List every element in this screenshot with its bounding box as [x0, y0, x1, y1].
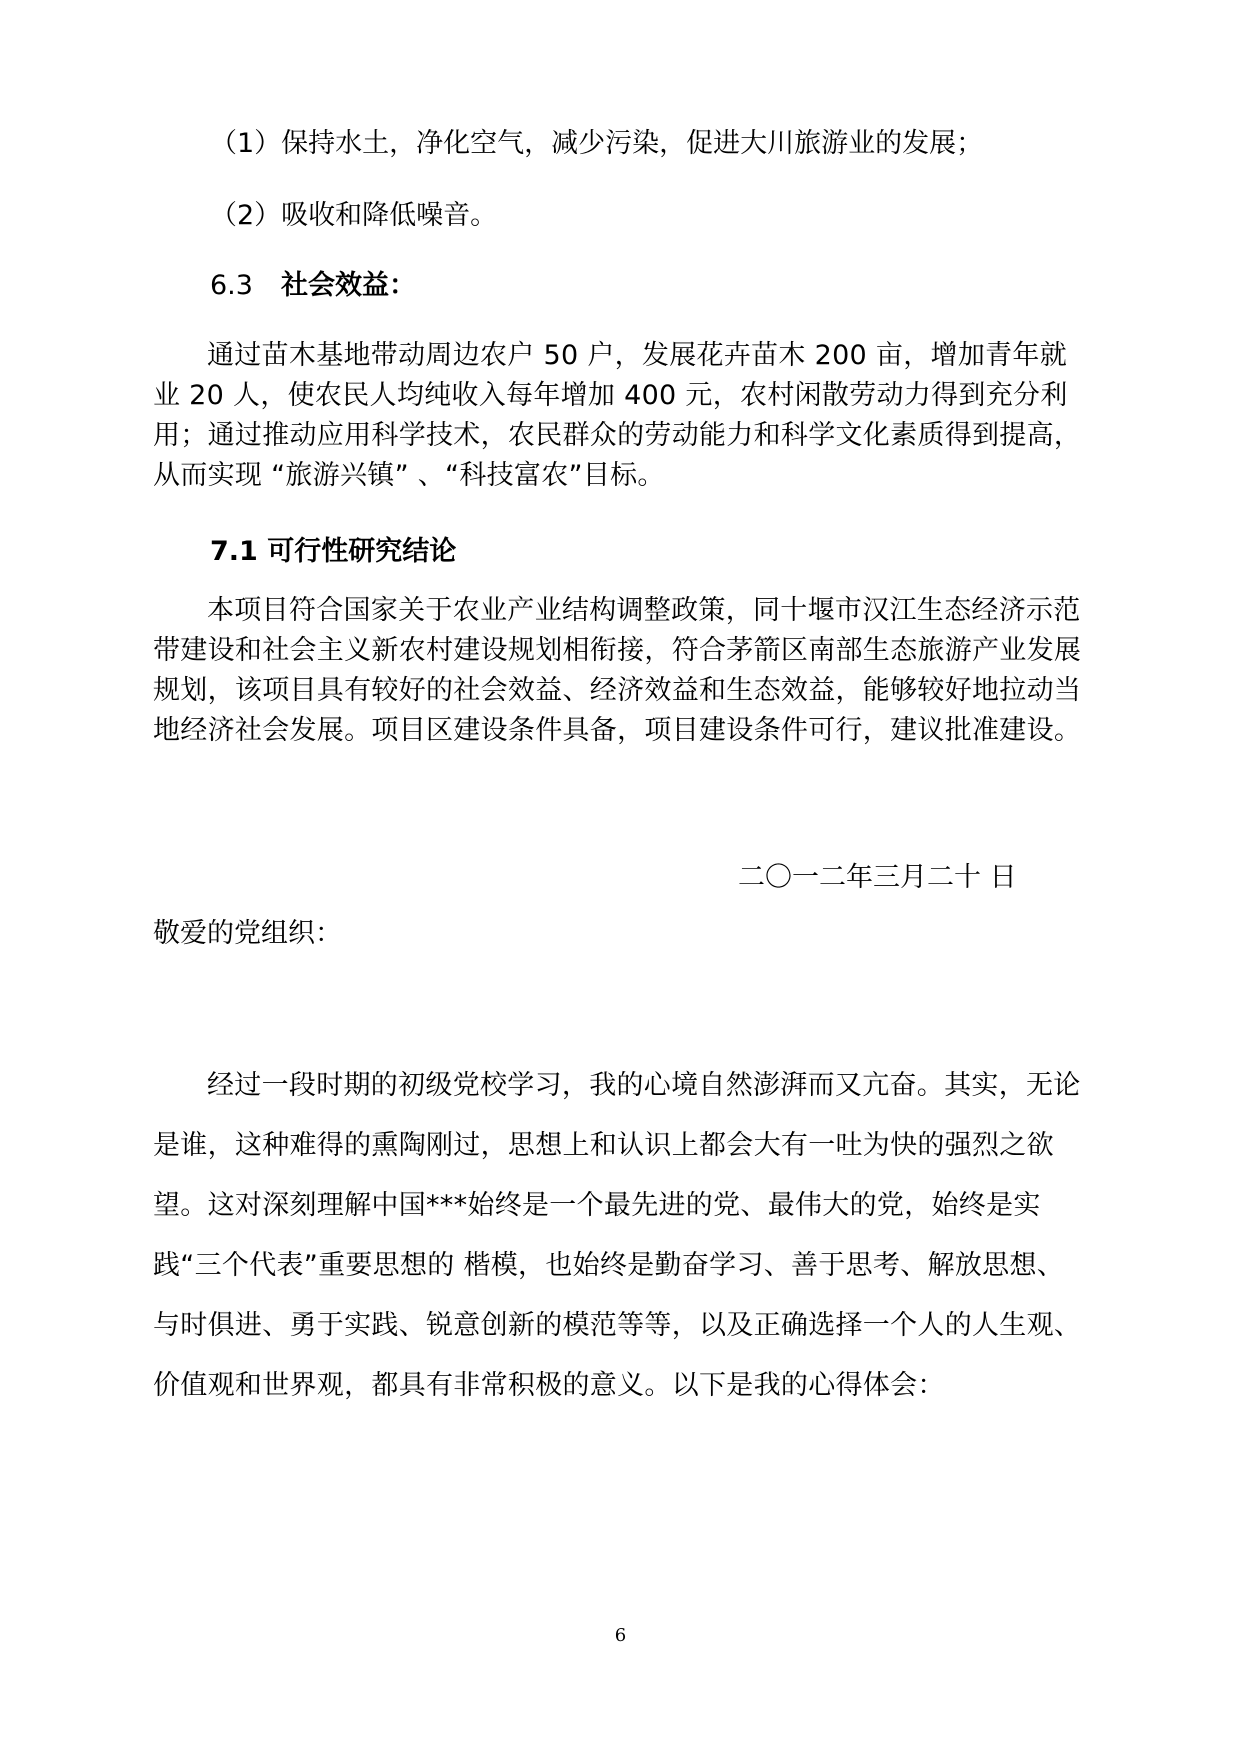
section-heading-6-3 — [210, 269, 416, 303]
eco-benefit-item-1: （1）保持水土，净化空气，减少污染，促进大川旅游业的发展； — [210, 128, 984, 159]
page-number: 6 — [614, 1625, 627, 1646]
section-title: 社会效益： — [280, 270, 416, 301]
section-number: 6.3 — [210, 270, 253, 301]
salutation: 敬爱的党组织： — [153, 918, 342, 949]
letter-body-paragraph: 经过一段时期的初级党校学习，我的心境自然澎湃而又亢奋。其实，无论是谁，这种难得的熏陶刚过，思想上和认识上都会大有一吐为快的强烈之欲望。这对深刻理解中国***始终是一个最先进的党、最伟大的党，始终是实践“三个代表”重要思想的 楷模，也始终是勤奋学习、善于思考、解放思想、与时俱进、勇于实践、锐意创新的模范等等，以及正确选择一个人的人生观、价值观和世界观，都具有非常积极的意义。以下是我的心得体会： — [153, 1070, 1082, 1401]
section-heading-7-1: 7.1 可行性研究结论 — [210, 536, 457, 567]
eco-benefit-item-2: （2）吸收和降低噪音。 — [210, 200, 498, 231]
social-benefit-paragraph: 通过苗木基地带动周边农户 50 户，发展花卉苗木 200 亩，增加青年就业 20 人，使农民人均纯收入每年增加 400 元，农村闲散劳动力得到充分利用；通过推动应用科学技术，农民群众的劳动能力和科学文化素质得到提高，从而实现 “旅游兴镇” 、“科技富农”目标。 — [153, 340, 1082, 491]
date-line: 二〇一二年三月二十 日 — [738, 862, 1017, 893]
conclusion-paragraph: 本项目符合国家关于农业产业结构调整政策，同十堰市汉江生态经济示范带建设和社会主义新农村建设规划相衔接，符合茅箭区南部生态旅游产业发展规划，该项目具有较好的社会效益、经济效益和生态效益，能够较好地拉动当地经济社会发展。项目区建设条件具备，项目建设条件可行，建议批准建设。 — [153, 595, 1082, 746]
